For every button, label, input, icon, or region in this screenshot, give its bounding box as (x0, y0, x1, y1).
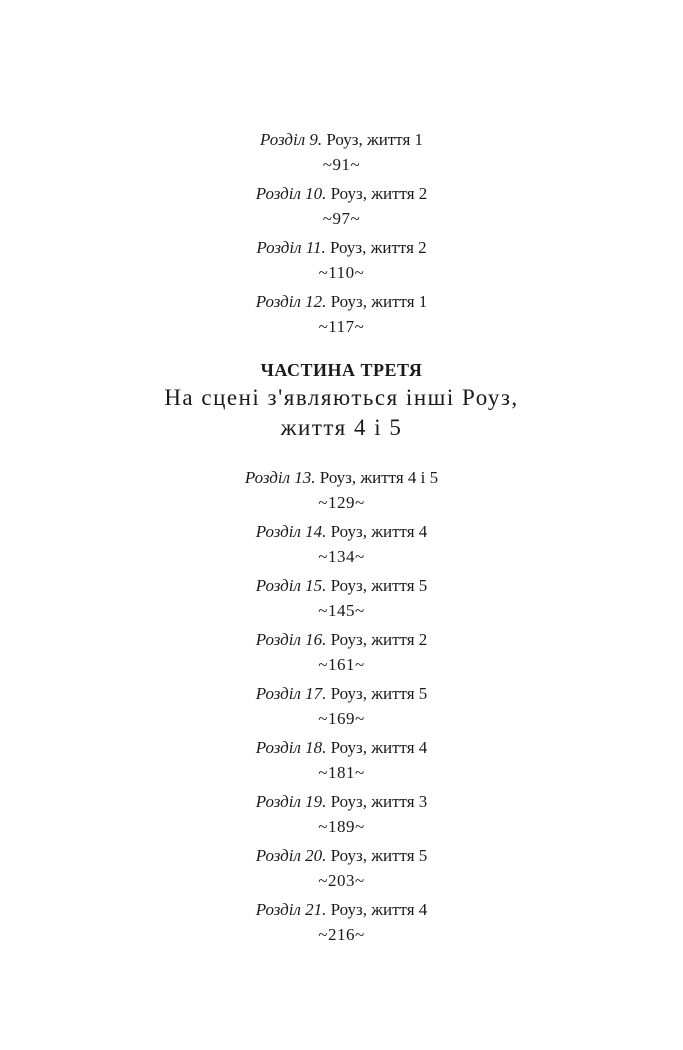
toc-entry-12 (0, 289, 683, 339)
chapter-label: Розділ 14. (255, 522, 327, 541)
chapter-page: ~169~ (318, 709, 365, 728)
part-header (0, 357, 683, 443)
chapter-page: ~216~ (318, 925, 365, 944)
toc-entry-20 (0, 843, 683, 893)
chapter-page: ~91~ (322, 155, 361, 174)
chapter-label: Розділ 19. (255, 792, 327, 811)
toc-group-part3 (0, 465, 683, 951)
chapter-title: Роуз, життя 2 (330, 184, 428, 203)
chapter-label: Розділ 13. (244, 468, 316, 487)
chapter-page: ~110~ (318, 263, 365, 282)
chapter-page: ~117~ (318, 317, 365, 336)
toc-entry-15 (0, 573, 683, 623)
toc-entry-17 (0, 681, 683, 731)
toc-entry-11 (0, 235, 683, 285)
chapter-title: Роуз, життя 4 (330, 522, 428, 541)
chapter-page: ~129~ (318, 493, 365, 512)
chapter-title: Роуз, життя 5 (330, 684, 428, 703)
part-subtitle-line1: На сцені з'являються інші Роуз, (164, 385, 519, 410)
chapter-title: Роуз, життя 1 (326, 130, 424, 149)
toc-entry-18 (0, 735, 683, 785)
chapter-label: Розділ 18. (255, 738, 327, 757)
chapter-label: Розділ 9. (259, 130, 323, 149)
chapter-title: Роуз, життя 4 (330, 900, 428, 919)
chapter-page: ~97~ (322, 209, 361, 228)
chapter-label: Розділ 15. (255, 576, 327, 595)
chapter-label: Розділ 21. (255, 900, 327, 919)
chapter-title: Роуз, життя 5 (330, 846, 428, 865)
chapter-label: Розділ 17. (255, 684, 327, 703)
toc-entry-19 (0, 789, 683, 839)
toc-entry-9 (0, 127, 683, 177)
part-subtitle-line2: життя 4 і 5 (280, 415, 403, 440)
toc-group-part2 (0, 127, 683, 343)
chapter-title: Роуз, життя 4 і 5 (319, 468, 439, 487)
chapter-title: Роуз, життя 5 (330, 576, 428, 595)
toc-entry-16 (0, 627, 683, 677)
toc-entry-14 (0, 519, 683, 569)
part-heading: ЧАСТИНА ТРЕТЯ (260, 360, 423, 380)
chapter-title: Роуз, життя 1 (330, 292, 428, 311)
chapter-page: ~134~ (318, 547, 365, 566)
chapter-label: Розділ 10. (255, 184, 327, 203)
chapter-label: Розділ 11. (256, 238, 326, 257)
chapter-title: Роуз, життя 4 (330, 738, 428, 757)
chapter-label: Розділ 20. (255, 846, 327, 865)
chapter-page: ~203~ (318, 871, 365, 890)
chapter-page: ~181~ (318, 763, 365, 782)
chapter-page: ~145~ (318, 601, 365, 620)
chapter-page: ~189~ (318, 817, 365, 836)
toc-entry-13 (0, 465, 683, 515)
chapter-page: ~161~ (318, 655, 365, 674)
toc-entry-21 (0, 897, 683, 947)
toc-entry-10 (0, 181, 683, 231)
chapter-title: Роуз, життя 3 (330, 792, 428, 811)
chapter-label: Розділ 16. (255, 630, 327, 649)
chapter-title: Роуз, життя 2 (330, 630, 428, 649)
chapter-title: Роуз, життя 2 (330, 238, 427, 257)
chapter-label: Розділ 12. (255, 292, 327, 311)
